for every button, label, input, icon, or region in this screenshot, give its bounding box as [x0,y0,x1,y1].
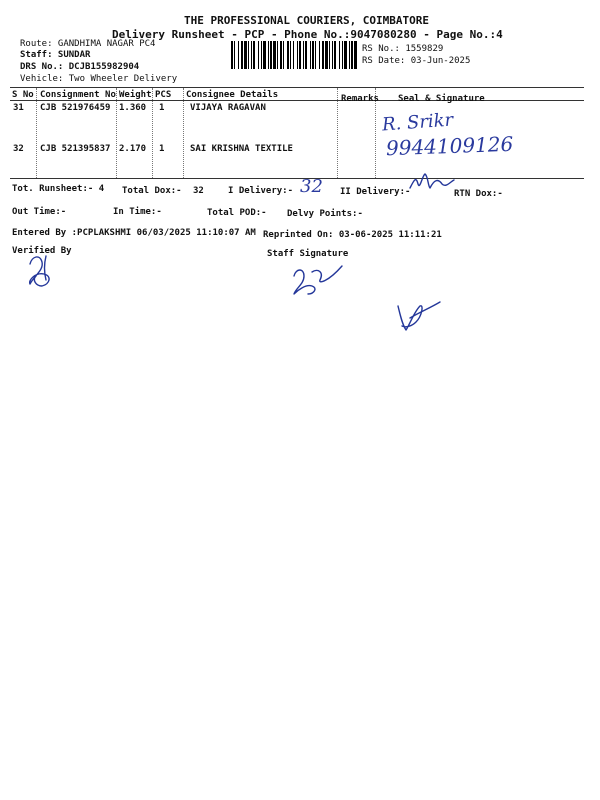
table-bottom-rule [10,178,584,179]
delivery-points-label: Delvy Points:- [287,209,363,219]
table-cell-sno: 32 [13,144,24,154]
barcode-bar [270,41,272,69]
table-cell-consignment: CJB 521976459 [40,103,111,113]
barcode-bar [299,41,301,69]
table-header-rule [10,100,584,101]
barcode-bar [277,41,278,69]
col-header-pcs: PCS [155,90,172,100]
barcode-bar [283,41,284,69]
barcode-bar [319,41,320,69]
barcode-bar [293,41,294,69]
verifier-signature [22,250,62,290]
additional-signature [392,298,442,338]
total-pod-label: Total POD:- [207,208,267,218]
col-header-seal: Seal & Signature [398,94,485,104]
route-label: Route: GANDHIMA NAGAR PC4 [20,39,156,49]
barcode-bar [312,41,314,69]
barcode-bar [253,41,255,69]
staff-label: Staff: SUNDAR [20,50,91,60]
total-dox-value: 32 [193,186,204,196]
entered-by: Entered By :PCPLAKSHMI 06/03/2025 11:10:07 AM [12,228,256,238]
barcode-bar [244,41,247,69]
col-divider [36,88,37,178]
col-header-sno: S No [12,90,34,100]
barcode-bar [342,41,343,69]
table-cell-consignee: SAI KRISHNA TEXTILE [190,144,293,154]
vehicle-label: Vehicle: Two Wheeler Delivery [20,74,178,84]
rtn-dox-label: RTN Dox:- [454,189,503,199]
col-divider [152,88,153,178]
col-header-weight: Weight [119,90,152,100]
table-cell-consignee: VIJAYA RAGAVAN [190,103,266,113]
table-cell-weight: 1.360 [119,103,147,113]
col-header-remarks: Remarks [341,94,379,104]
drs-number: DRS No.: DCJB155982904 [20,62,140,72]
total-dox-label: Total Dox:- [122,186,182,196]
barcode-bar [263,41,266,69]
table-cell-pcs: 1 [159,144,165,154]
first-delivery-label: I Delivery:- [228,186,294,196]
staff-signature-label: Staff Signature [267,249,349,259]
runsheet-subtitle: Delivery Runsheet - PCP - Phone No.:9047080280 - Page No.:4 [112,28,503,41]
barcode-bar [231,41,233,69]
col-header-consignee: Consignee Details [186,90,279,100]
barcode-bar [303,41,304,69]
barcode-bar [339,41,340,69]
barcode-bar [287,41,289,69]
barcode-bar [297,41,298,69]
barcode-bar [241,41,243,69]
col-divider [337,88,338,178]
table-cell-pcs: 1 [159,103,165,113]
barcode-bar [234,41,235,69]
barcode-bar [261,41,262,69]
barcode-bar [251,41,252,69]
out-time-label: Out Time:- [12,207,67,217]
barcode-bar [280,41,282,69]
company-title: THE PROFESSIONAL COURIERS, COIMBATORE [184,14,430,27]
handwritten-phone-number: 9944109126 [385,131,514,161]
handwritten-receiver-name: R. Srikr [381,109,454,136]
barcode-bar [273,41,276,69]
table-top-rule [10,87,584,88]
barcode-bar [268,41,269,69]
first-delivery-handwritten: 32 [300,176,323,197]
barcode-bar [322,41,324,69]
barcode-bar [315,41,316,69]
barcode-bar [258,41,259,69]
barcode-bar [238,41,239,69]
barcode-bar [351,41,353,69]
staff-signature [288,262,348,298]
barcode [231,41,357,69]
in-time-label: In Time:- [113,207,162,217]
col-divider [116,88,117,178]
second-delivery-label: II Delivery:- [340,187,411,197]
barcode-bar [334,41,336,69]
barcode-bar [332,41,333,69]
barcode-bar [310,41,311,69]
col-header-consignment: Consignment No [40,90,116,100]
barcode-bar [349,41,350,69]
col-divider [183,88,184,178]
table-cell-consignment: CJB 521395837 [40,144,111,154]
barcode-bar [248,41,249,69]
barcode-bar [354,41,357,69]
barcode-bar [344,41,347,69]
barcode-bar [305,41,307,69]
rs-date: RS Date: 03-Jun-2025 [362,56,471,66]
reprinted-on: Reprinted On: 03-06-2025 11:11:21 [263,230,442,240]
barcode-bar [325,41,328,69]
verified-by-label: Verified By [12,246,72,256]
delivery-signature [408,170,458,192]
total-runsheet: Tot. Runsheet:- 4 [12,184,105,194]
table-cell-weight: 2.170 [119,144,147,154]
table-cell-sno: 31 [13,103,24,113]
barcode-bar [290,41,291,69]
rs-number: RS No.: 1559829 [362,44,444,54]
barcode-bar [329,41,330,69]
